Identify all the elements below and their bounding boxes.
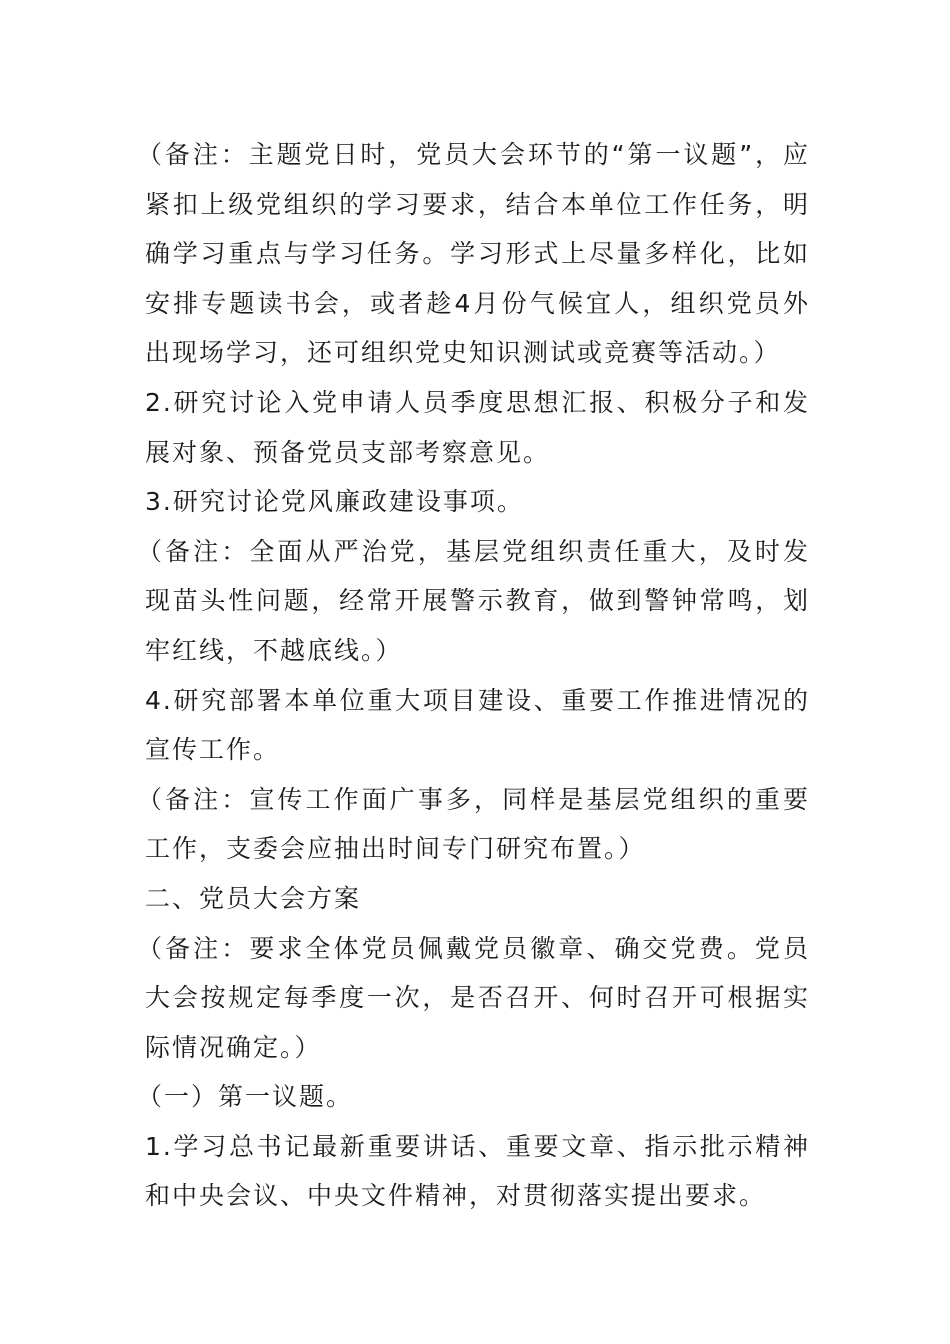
note-paragraph-publicity: （备注：宣传工作面广事多，同样是基层党组织的重要工作，支委会应抽出时间专门研究布置。） (137, 784, 810, 864)
note-paragraph-member-meeting: （备注：要求全体党员佩戴党员徽章、确交党费。党员大会按规定每季度一次，是否召开、何时召开可根据实际情况确定。） (137, 933, 810, 1062)
item-paragraph-2: 2.研究讨论入党申请人员季度思想汇报、积极分子和发展对象、预备党员支部考察意见。 (145, 387, 810, 467)
item-paragraph-3: 3.研究讨论党风廉政建设事项。 (145, 487, 524, 517)
note-paragraph-integrity: （备注：全面从严治党，基层党组织责任重大，及时发现苗头性问题，经常开展警示教育，做到警钟常鸣，划牢红线，不越底线。） (137, 536, 810, 665)
item-paragraph-1-study: 1.学习总书记最新重要讲话、重要文章、指示批示精神和中央会议、中央文件精神，对贯彻落实提出要求。 (145, 1131, 810, 1211)
note-paragraph-first-topic: （备注：主题党日时，党员大会环节的“第一议题”，应紧扣上级党组织的学习要求，结合本单位工作任务，明确学习重点与学习任务。学习形式上尽量多样化，比如安排专题读书会，或者趁4月份气候宜人，组织党员外出现场学习，还可组织党史知识测试或竞赛等活动。） (137, 140, 810, 368)
document-body (137, 130, 810, 1221)
section-heading-member-meeting: 二、党员大会方案 (145, 883, 362, 913)
subheading-first-topic: （一）第一议题。 (137, 1082, 354, 1112)
item-paragraph-4: 4.研究部署本单位重大项目建设、重要工作推进情况的宣传工作。 (145, 685, 810, 765)
